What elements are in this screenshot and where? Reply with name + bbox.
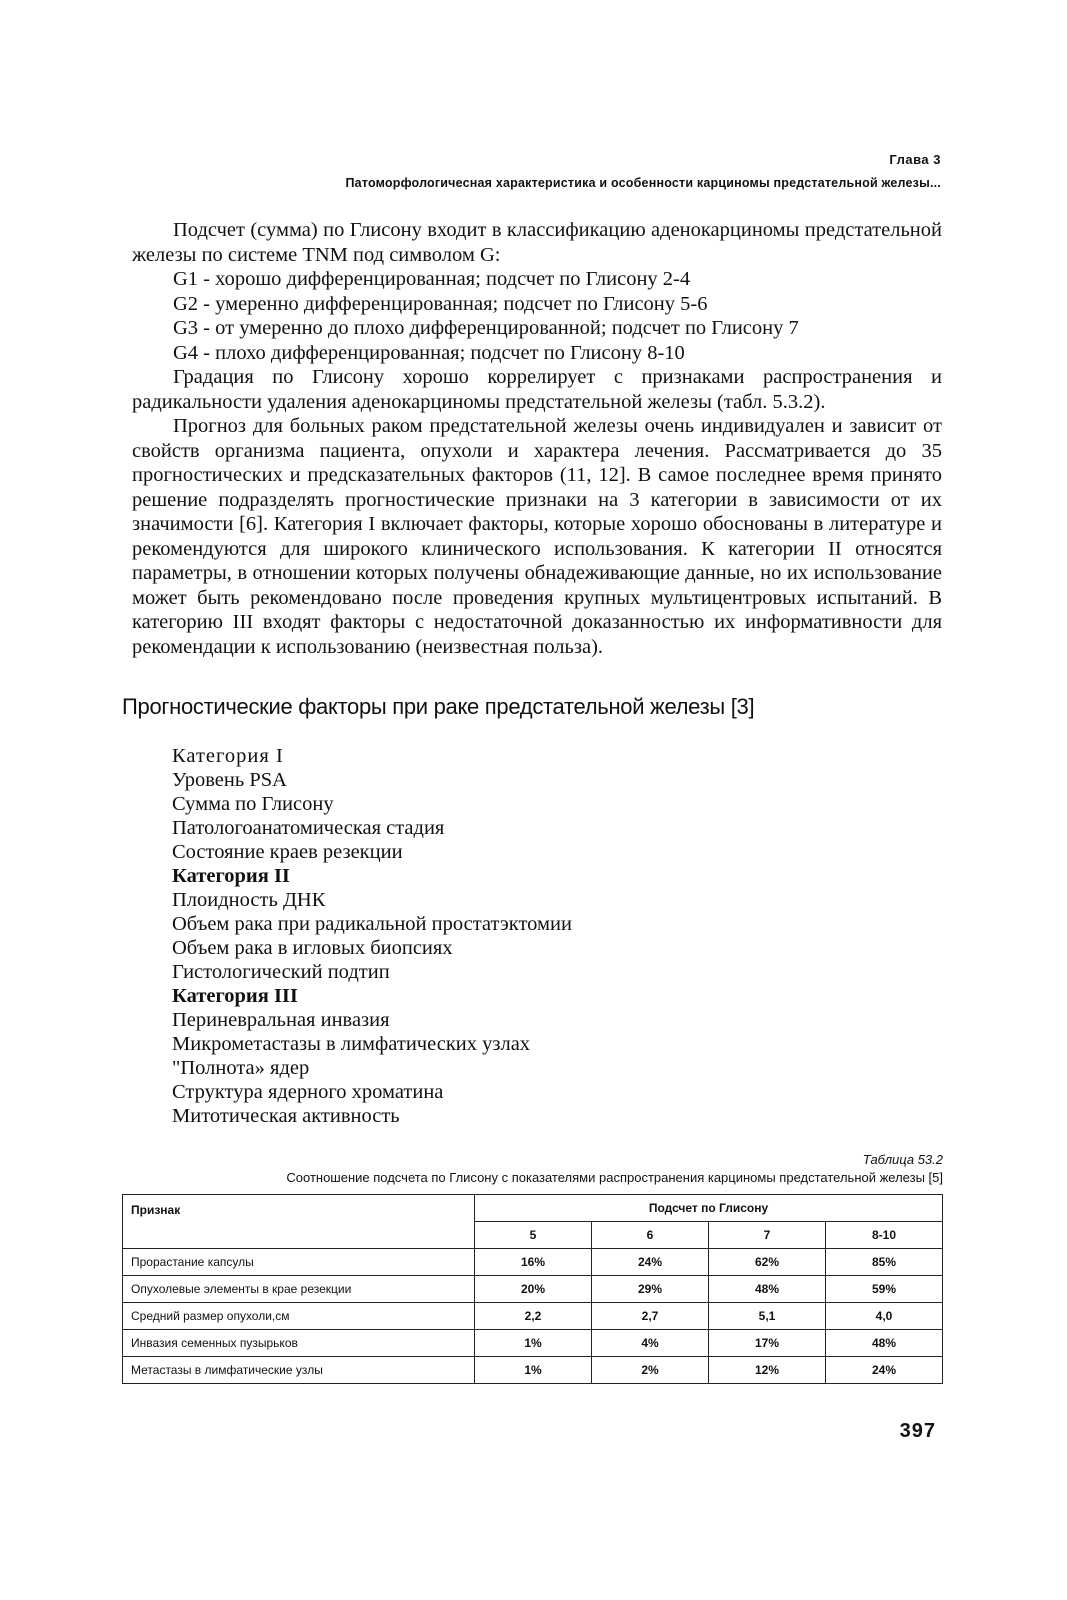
cell-value: 2% — [592, 1357, 709, 1384]
gleason-table — [122, 1194, 943, 1384]
table-header-row — [123, 1195, 943, 1222]
header-score: 7 — [709, 1222, 826, 1249]
grade-g4: G4 - плохо дифференцированная; подсчет по Глисону 8-10 — [173, 341, 685, 364]
table-row — [123, 1330, 943, 1357]
cell-value: 20% — [475, 1276, 592, 1303]
running-header-chapter: Глава 3 — [889, 152, 941, 167]
grade-g3: G3 - от умеренно до плохо дифференцированной; подсчет по Глисону 7 — [173, 317, 799, 339]
cell-value: 16% — [475, 1249, 592, 1276]
cell-value: 4% — [592, 1330, 709, 1357]
table-number: Таблица 53.2 — [862, 1152, 943, 1167]
cell-value: 29% — [592, 1276, 709, 1303]
list-item: Структура ядерного хроматина — [172, 1081, 444, 1103]
cell-value: 2,2 — [475, 1303, 592, 1330]
header-score: 5 — [475, 1222, 592, 1249]
list-item: Плоидность ДНК — [172, 889, 326, 911]
cell-value: 17% — [709, 1330, 826, 1357]
section-heading: Прогностические факторы при раке предстательной железы [3] — [122, 694, 755, 719]
table-row — [123, 1276, 943, 1303]
grade-g1: G1 - хорошо дифференцированная; подсчет по Глисону 2-4 — [173, 268, 691, 290]
grade-g2: G2 - умеренно дифференцированная; подсчет по Глисону 5-6 — [173, 292, 708, 315]
paragraph-prognosis: Прогноз для больных раком предстательной железы очень индивидуален и зависит от свойств организма пациента, опухоли и характера лечения. Рассматривается до 35 прогностических и предсказательных факторов (11, 12]. В самое последнее время принято решение подразделять прогностические признаки на 3 категории в зависимости от их значимости [6]. Категория I включает факторы, которые хорошо обоснованы в литературе и рекомендуются для широкого клинического использования. К категории II относятся параметры, в отношении которых получены обнадеживающие данные, но их использование может быть рекомендовано после проведения крупных мультицентровых испытаний. В категорию III входят факторы с недостаточной доказанностью их информативности для рекомендации к использованию (неизвестная польза). — [132, 415, 942, 658]
cell-value: 4,0 — [826, 1303, 943, 1330]
table-row — [123, 1249, 943, 1276]
page-number: 397 — [899, 1420, 936, 1442]
cell-value: 12% — [709, 1357, 826, 1384]
cell-value: 5,1 — [709, 1303, 826, 1330]
body-text — [132, 218, 942, 659]
category-3-heading: Категория III — [172, 985, 298, 1007]
cell-value: 62% — [709, 1249, 826, 1276]
row-label: Инвазия семенных пузырьков — [123, 1330, 475, 1357]
paragraph-gleason-correlation: Градация по Глисону хорошо коррелирует с признаками распространения и радикальности удаления аденокарциномы предстательной железы (табл. 5.3.2). — [132, 366, 942, 413]
paragraph-gleason-tnm: Подсчет (сумма) по Глисону входит в классификацию аденокарциномы предстательной железы по системе TNM под символом G: — [132, 219, 942, 266]
list-item: "Полнота» ядер — [172, 1057, 310, 1079]
table-row — [123, 1303, 943, 1330]
list-item: Гистологический подтип — [172, 961, 390, 983]
list-item: Уровень PSA — [172, 769, 287, 791]
header-score: 6 — [592, 1222, 709, 1249]
list-item: Митотическая активность — [172, 1105, 400, 1127]
cell-value: 59% — [826, 1276, 943, 1303]
header-gleason-score: Подсчет по Глисону — [475, 1195, 943, 1222]
row-label: Метастазы в лимфатические узлы — [123, 1357, 475, 1384]
list-item: Сумма по Глисону — [172, 793, 334, 815]
cell-value: 1% — [475, 1330, 592, 1357]
row-label: Средний размер опухоли,см — [123, 1303, 475, 1330]
cell-value: 24% — [592, 1249, 709, 1276]
row-label: Прорастание капсулы — [123, 1249, 475, 1276]
table-caption: Соотношение подсчета по Глисону с показателями распространения карциномы предстательной железы [5] — [286, 1170, 943, 1185]
list-item: Микрометастазы в лимфатических узлах — [172, 1033, 531, 1055]
cell-value: 1% — [475, 1357, 592, 1384]
list-item: Патологоанатомическая стадия — [172, 817, 445, 839]
category-2-heading: Категория II — [172, 865, 290, 887]
table-row — [123, 1357, 943, 1384]
list-item: Периневральная инвазия — [172, 1009, 390, 1031]
cell-value: 24% — [826, 1357, 943, 1384]
cell-value: 2,7 — [592, 1303, 709, 1330]
list-item: Объем рака при радикальной простатэктомии — [172, 913, 572, 935]
row-label: Опухолевые элементы в крае резекции — [123, 1276, 475, 1303]
cell-value: 48% — [826, 1330, 943, 1357]
header-feature: Признак — [123, 1195, 475, 1249]
running-header-title: Патоморфологичесная характеристика и особенности карциномы предстательной железы... — [345, 176, 941, 190]
prognostic-factors-list — [172, 744, 572, 1128]
cell-value: 48% — [709, 1276, 826, 1303]
cell-value: 85% — [826, 1249, 943, 1276]
category-1-heading: Категория I — [172, 745, 284, 767]
list-item: Состояние краев резекции — [172, 841, 403, 863]
list-item: Объем рака в игловых биопсиях — [172, 937, 453, 959]
header-score: 8-10 — [826, 1222, 943, 1249]
